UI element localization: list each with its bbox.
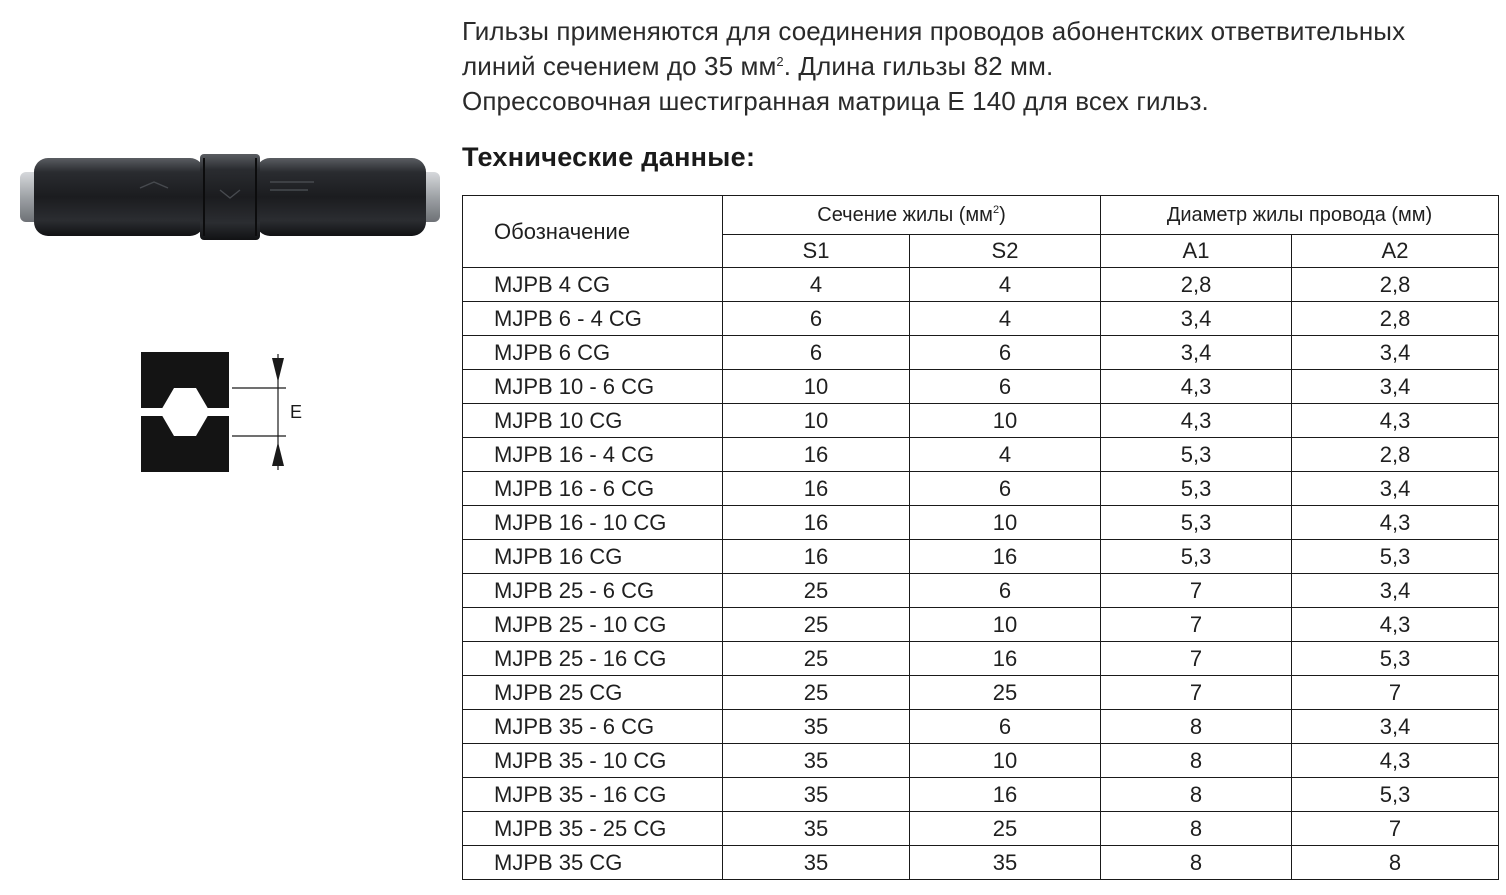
cell-a1: 7 [1101, 608, 1292, 642]
description-line-2: линий сечением до 35 $мм^2$. Длина гильзы 82 мм. [462, 51, 1054, 81]
description-line-3: Опрессовочная шестигранная матрица Е 140 для всех гильз. [462, 86, 1209, 116]
cell-s2: 25 [910, 676, 1101, 710]
cell-a1: 3,4 [1101, 302, 1292, 336]
cell-s2: 10 [910, 506, 1101, 540]
cell-a1: 3,4 [1101, 336, 1292, 370]
cell-a2: 3,4 [1292, 574, 1499, 608]
cell-s1: 16 [723, 438, 910, 472]
cell-s2: 16 [910, 778, 1101, 812]
cell-a1: 2,8 [1101, 268, 1292, 302]
cell-s2: 10 [910, 608, 1101, 642]
table-row [463, 574, 1499, 608]
cell-designation: MJPB 25 CG [463, 676, 723, 710]
cell-a2: 5,3 [1292, 778, 1499, 812]
column-header-s2: S2 [910, 235, 1101, 268]
cell-s1: 16 [723, 472, 910, 506]
table-row [463, 404, 1499, 438]
description-line-1: Гильзы применяются для соединения проводов абонентских ответвительных [462, 16, 1406, 46]
cell-a2: 2,8 [1292, 438, 1499, 472]
cell-s2: 35 [910, 846, 1101, 880]
cell-a1: 7 [1101, 642, 1292, 676]
cell-designation: MJPB 6 CG [463, 336, 723, 370]
cell-a2: 5,3 [1292, 642, 1499, 676]
table-row [463, 744, 1499, 778]
cell-a2: 3,4 [1292, 336, 1499, 370]
cell-designation: MJPB 25 - 16 CG [463, 642, 723, 676]
cell-s1: 25 [723, 642, 910, 676]
table-row [463, 370, 1499, 404]
hexagonal-die-diagram [136, 346, 316, 476]
cell-s2: 6 [910, 710, 1101, 744]
specification-table [462, 195, 1499, 880]
table-row [463, 846, 1499, 880]
cell-s1: 35 [723, 744, 910, 778]
cell-s2: 16 [910, 642, 1101, 676]
cell-a2: 4,3 [1292, 404, 1499, 438]
cell-designation: MJPB 35 - 6 CG [463, 710, 723, 744]
cell-a2: 3,4 [1292, 472, 1499, 506]
section-heading: Технические данные: [462, 142, 756, 172]
cell-a1: 8 [1101, 710, 1292, 744]
cell-designation: MJPB 35 CG [463, 846, 723, 880]
cell-a1: 8 [1101, 846, 1292, 880]
table-row [463, 302, 1499, 336]
cell-s2: 6 [910, 574, 1101, 608]
table-body [463, 268, 1499, 880]
column-group-diameter: Диаметр жилы провода (мм) [1101, 196, 1499, 235]
cell-s1: 35 [723, 846, 910, 880]
cell-designation: MJPB 16 CG [463, 540, 723, 574]
cell-designation: MJPB 4 CG [463, 268, 723, 302]
cell-a2: 7 [1292, 812, 1499, 846]
table-row [463, 710, 1499, 744]
cell-designation: MJPB 16 - 6 CG [463, 472, 723, 506]
cell-designation: MJPB 25 - 10 CG [463, 608, 723, 642]
cell-a1: 5,3 [1101, 472, 1292, 506]
table-row [463, 778, 1499, 812]
column-header-a1: A1 [1101, 235, 1292, 268]
table-row [463, 540, 1499, 574]
cell-a1: 4,3 [1101, 370, 1292, 404]
description [462, 14, 1502, 119]
cell-s1: 25 [723, 676, 910, 710]
cell-s2: 6 [910, 472, 1101, 506]
cell-s2: 6 [910, 336, 1101, 370]
cell-a1: 4,3 [1101, 404, 1292, 438]
cell-s1: 4 [723, 268, 910, 302]
cell-a1: 8 [1101, 812, 1292, 846]
cell-a2: 3,4 [1292, 370, 1499, 404]
cell-s2: 10 [910, 744, 1101, 778]
cell-designation: MJPB 35 - 10 CG [463, 744, 723, 778]
cell-s1: 35 [723, 812, 910, 846]
table-row [463, 336, 1499, 370]
cell-a2: 8 [1292, 846, 1499, 880]
cell-s2: 6 [910, 370, 1101, 404]
cell-a2: 2,8 [1292, 268, 1499, 302]
table-header-row [463, 196, 1499, 235]
cell-s2: 4 [910, 438, 1101, 472]
cell-s1: 35 [723, 710, 910, 744]
table-row [463, 608, 1499, 642]
cell-s1: 6 [723, 302, 910, 336]
cell-a2: 7 [1292, 676, 1499, 710]
cell-designation: MJPB 25 - 6 CG [463, 574, 723, 608]
cell-s1: 25 [723, 574, 910, 608]
cell-designation: MJPB 6 - 4 CG [463, 302, 723, 336]
cell-a2: 2,8 [1292, 302, 1499, 336]
cell-s2: 4 [910, 302, 1101, 336]
cell-s1: 6 [723, 336, 910, 370]
cell-s1: 35 [723, 778, 910, 812]
table-row [463, 676, 1499, 710]
table-row [463, 472, 1499, 506]
cell-s2: 10 [910, 404, 1101, 438]
cell-a2: 3,4 [1292, 710, 1499, 744]
table-row [463, 438, 1499, 472]
cell-a2: 4,3 [1292, 506, 1499, 540]
cell-s2: 4 [910, 268, 1101, 302]
cell-a1: 8 [1101, 744, 1292, 778]
cell-a1: 5,3 [1101, 540, 1292, 574]
table-row [463, 642, 1499, 676]
cell-designation: MJPB 16 - 4 CG [463, 438, 723, 472]
cell-a1: 7 [1101, 574, 1292, 608]
cell-designation: MJPB 35 - 16 CG [463, 778, 723, 812]
table-row [463, 268, 1499, 302]
column-header-designation: Обозначение [463, 196, 723, 268]
sleeve-connector-image [20, 150, 440, 260]
column-header-a2: A2 [1292, 235, 1499, 268]
cell-s1: 16 [723, 506, 910, 540]
cell-a1: 7 [1101, 676, 1292, 710]
cell-designation: MJPB 10 CG [463, 404, 723, 438]
die-dimension-label: E [290, 402, 303, 422]
cell-a2: 4,3 [1292, 744, 1499, 778]
cell-s2: 16 [910, 540, 1101, 574]
cell-s2: 25 [910, 812, 1101, 846]
cell-designation: MJPB 16 - 10 CG [463, 506, 723, 540]
cell-s1: 16 [723, 540, 910, 574]
column-group-cross-section: Сечение жилы $(мм^2)$ [723, 196, 1101, 235]
cell-s1: 25 [723, 608, 910, 642]
cell-s1: 10 [723, 370, 910, 404]
column-header-s1: S1 [723, 235, 910, 268]
table-row [463, 812, 1499, 846]
cell-a2: 5,3 [1292, 540, 1499, 574]
cell-designation: MJPB 10 - 6 CG [463, 370, 723, 404]
cell-designation: MJPB 35 - 25 CG [463, 812, 723, 846]
cell-a1: 5,3 [1101, 506, 1292, 540]
cell-a1: 8 [1101, 778, 1292, 812]
cell-a1: 5,3 [1101, 438, 1292, 472]
cell-s1: 10 [723, 404, 910, 438]
table-row [463, 506, 1499, 540]
cell-a2: 4,3 [1292, 608, 1499, 642]
